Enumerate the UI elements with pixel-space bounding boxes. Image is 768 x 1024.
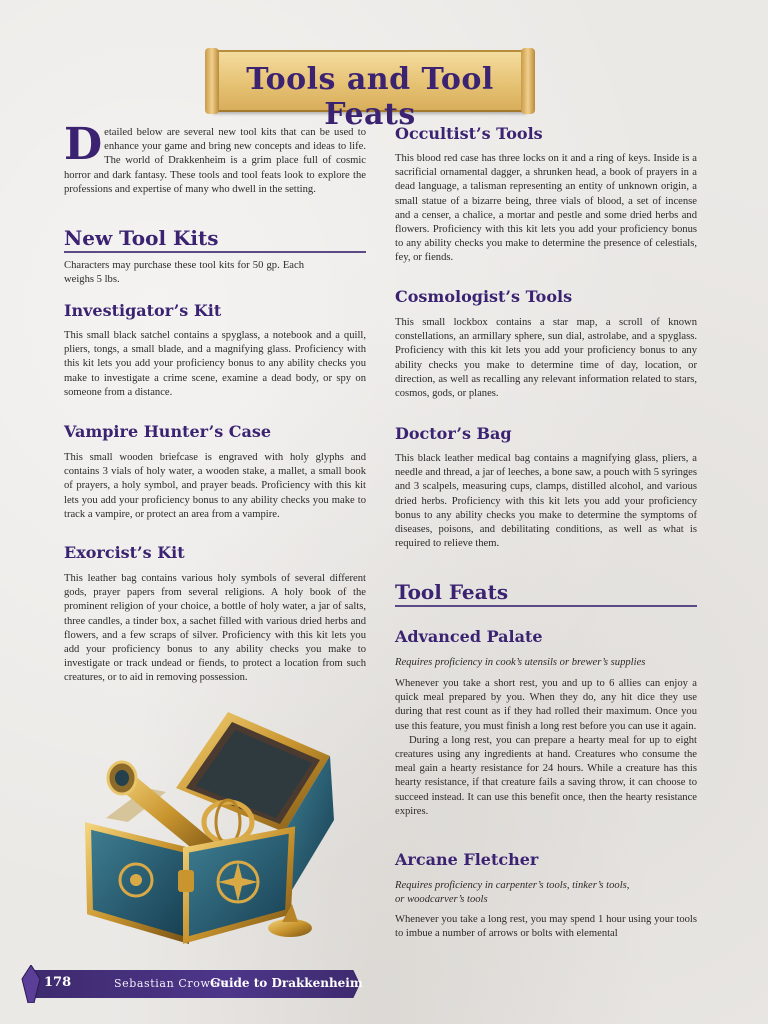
title-banner: [213, 50, 527, 132]
occultists-tools-paragraph: This blood red case has three locks on it and a ring of keys. Inside is a sacrificial ornamental dagger, a shrunken head, a book of prayers in a dead language, a talisman representing an entity of unknown origin, a small statue of a bizarre being, three vials of blood, a set of incense and a censer, a chalice, a mortar and pestle and some dried herbs and flowers. Proficiency with this kit lets you add your proficiency bonus to any ability checks you make to determine the presence of celestials, fey, or fiends.: [395, 153, 697, 264]
drop-cap: D: [64, 119, 103, 170]
exorcists-kit-paragraph: This leather bag contains various holy symbols of several different gods, prayer papers from several religions. A holy book of the prominent religion of your choice, a bottle of holy water, a jar of salts, three candles, a tinder box, a sachet filled with various dried herbs and flowers, and a few scraps of silver. Proficiency with this kit lets you add your proficiency bonus to any ability checks you make to investigate or track undead or fiends, to protect a location from such creatures, or to aid in removing possession.: [64, 573, 366, 684]
arcane-fletcher-requirement: [395, 879, 697, 907]
advanced-palate-para-1: Whenever you take a short rest, you and up to 6 allies can enjoy a quick meal prepared by you. When they do, any hit dice they use during that rest count as if they had rolled their maximum. Once you use this feature, you must finish a long rest before you can use it again.: [395, 678, 697, 732]
cosmologists-tools-body: [395, 316, 697, 401]
heading-arcane-fletcher: Arcane Fletcher: [395, 850, 539, 869]
arcane-fletcher-paragraph: Whenever you take a long rest, you may spend 1 hour using your tools to imbue a number of arrows or bolts with elemental: [395, 914, 697, 940]
heading-tool-feats: Tool Feats: [395, 580, 697, 607]
intro-paragraph: [64, 119, 366, 197]
footer-crystal-icon: [20, 965, 42, 1003]
advanced-palate-para-2: During a long rest, you can prepare a hearty meal for up to eight creatures using any ingredients at hand. Creatures who consume the meal gain a hearty resistance for 24 hours. While a creature has this hearty resistance, if that creature fails a saving throw, it can choose to succeed instead. It can use this benefit once, then the hearty resistance expires.: [395, 734, 697, 817]
exorcists-kit-body: [64, 572, 366, 686]
intro-text: etailed below are several new tool kits that can be used to enhance your game and bring new concepts and ideas to life. The world of Drakkenheim is a grim place full of cosmic horror and dark fantasy. These tools and tool feats look to explore the professions and expertise of many who dwell in the setting.: [64, 127, 366, 195]
investigators-kit-paragraph: This small black satchel contains a spyglass, a notebook and a quill, pliers, tongs, a small blade, and a magnifying glass. Proficiency with this kit lets you add your proficiency bonus to any ability checks you make to investigate a crime scene, examine a dead body, or spy on someone from a distance.: [64, 330, 366, 398]
heading-advanced-palate: Advanced Palate: [395, 627, 543, 646]
advanced-palate-body: [395, 677, 697, 819]
footer-author: Sebastian Crowe’s: [114, 977, 228, 990]
heading-doctors-bag: Doctor’s Bag: [395, 424, 512, 443]
heading-cosmologists-tools: Cosmologist’s Tools: [395, 287, 573, 306]
arcane-fletcher-requirement-line-2: or woodcarver’s tools: [395, 894, 488, 905]
heading-vampire-hunters-case: Vampire Hunter’s Case: [64, 422, 272, 441]
new-tool-kits-text: [64, 259, 366, 287]
footer-book-title: Guide to Drakkenheim: [210, 976, 363, 990]
doctors-bag-body: [395, 452, 697, 551]
arcane-fletcher-body: [395, 913, 697, 941]
advanced-palate-requirement: Requires proficiency in cook’s utensils or brewer’s supplies: [395, 657, 646, 668]
heading-new-tool-kits: New Tool Kits: [64, 226, 366, 253]
new-tool-kits-paragraph: Characters may purchase these tool kits for 50 gp. Each weighs 5 lbs.: [64, 260, 304, 286]
heading-exorcists-kit: Exorcist’s Kit: [64, 543, 185, 562]
doctors-bag-paragraph: This black leather medical bag contains a magnifying glass, pliers, a needle and thread, a jar of leeches, a bone saw, a pouch with 5 syringes and 3 scalpels, measuring cups, clamps, distilled alcohol, and various dried herbs. Proficiency with this kit lets you add your proficiency bonus to any ability checks you make to determine the symptoms of diseases, poisons, and debilitating conditions, as well as what is required to relieve them.: [395, 453, 697, 550]
heading-investigators-kit: Investigator’s Kit: [64, 301, 222, 320]
heading-occultists-tools: Occultist’s Tools: [395, 124, 543, 143]
treasure-chest-illustration: [78, 700, 338, 950]
investigators-kit-body: [64, 329, 366, 400]
cosmologists-tools-paragraph: This small lockbox contains a star map, a scroll of known constellations, an armillary sphere, sun dial, astrolabe, and a spyglass. Proficiency with this kit lets you add your proficiency bonus to any ability checks you make to determine time of day, location, or direction, as well as recalling any relevant information related to stars, cosmos, gods, or planes.: [395, 317, 697, 400]
vampire-hunters-case-paragraph: This small wooden briefcase is engraved with holy glyphs and contains 3 vials of holy water, a wooden stake, a mallet, a small book of prayers, a holy symbol, and prayer beads. Proficiency with this kit lets you add your proficiency bonus to any ability checks you make to track a vampire, or protect an area from a vampire.: [64, 452, 366, 520]
occultists-tools-body: [395, 152, 697, 266]
arcane-fletcher-requirement-line-1: Requires proficiency in carpenter’s tools, tinker’s tools,: [395, 880, 630, 891]
vampire-hunters-case-body: [64, 451, 366, 522]
page-title: Tools and Tool Feats: [246, 62, 494, 132]
page-number: 178: [44, 975, 72, 990]
